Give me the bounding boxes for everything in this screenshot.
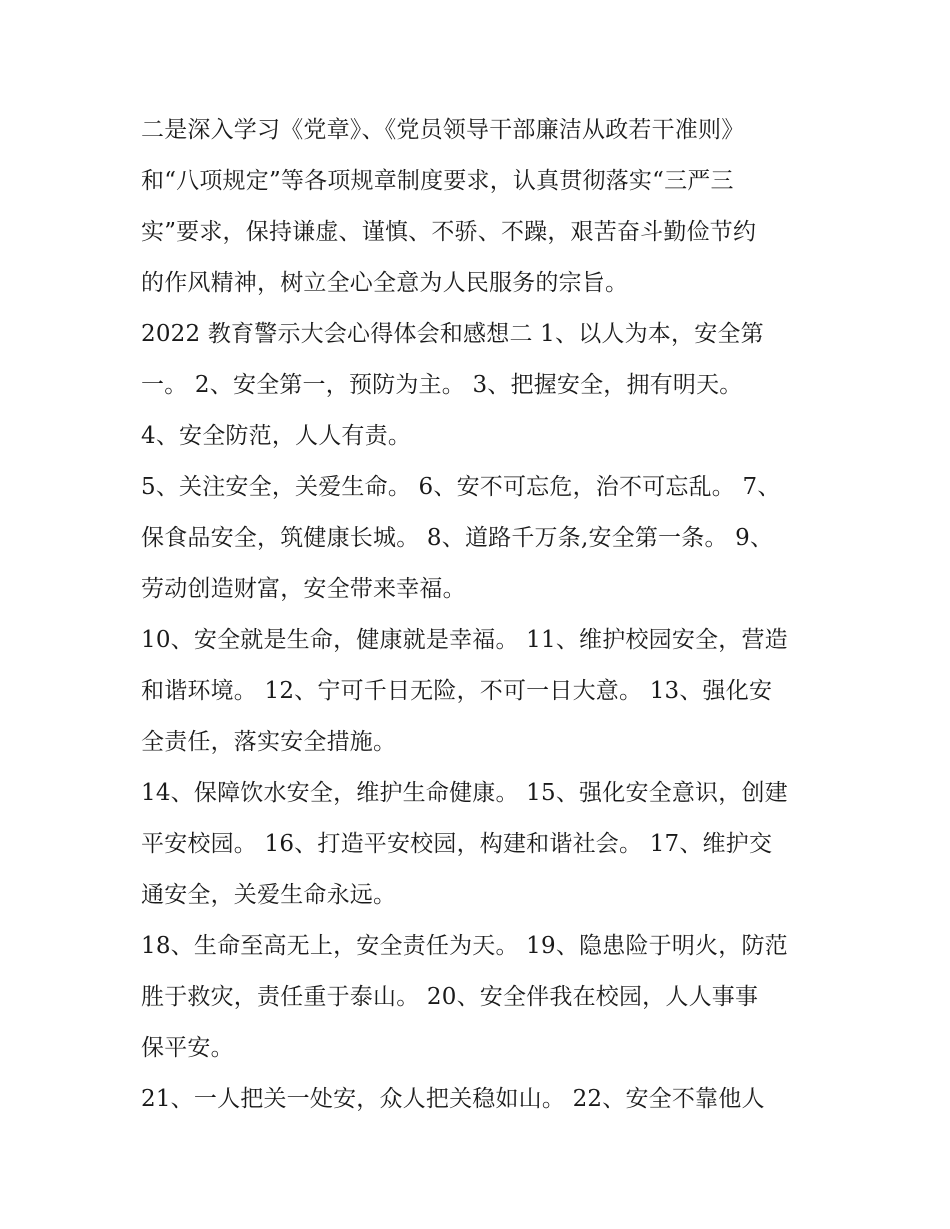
text-line: 和谐环境。 12、宁可千日无险，不可一日大意。 13、强化安: [141, 678, 773, 704]
text-line: 2022 教育警示大会心得体会和感想二 1、以人为本，安全第: [141, 321, 764, 347]
text-line: 全责任，落实安全措施。: [141, 729, 397, 755]
text-line: 10、安全就是生命，健康就是幸福。 11、维护校园安全，营造: [141, 627, 788, 653]
text-line: 劳动创造财富，安全带来幸福。: [141, 576, 466, 602]
text-line: 保食品安全，筑健康长城。 8、道路千万条,安全第一条。 9、: [141, 525, 774, 551]
text-line: 18、生命至高无上，安全责任为天。 19、隐患险于明火，防范: [141, 933, 788, 959]
text-line: 的作风精神，树立全心全意为人民服务的宗旨。: [141, 270, 629, 296]
text-line: 平安校园。 16、打造平安校园，构建和谐社会。 17、维护交: [141, 831, 773, 857]
text-line: 二是深入学习《党章》、《党员领导干部廉洁从政若干准则》: [141, 117, 745, 143]
text-line: 5、关注安全，关爱生命。 6、安不可忘危，治不可忘乱。 7、: [141, 474, 781, 500]
text-line: 一。 2、安全第一，预防为主。 3、把握安全，拥有明天。: [141, 372, 743, 398]
text-line: 和“八项规定”等各项规章制度要求，认真贯彻落实“三严三: [141, 168, 734, 194]
text-line: 通安全，关爱生命永远。: [141, 882, 397, 908]
text-line: 胜于救灾，责任重于泰山。 20、安全伴我在校园，人人事事: [141, 984, 759, 1010]
text-line: 14、保障饮水安全，维护生命健康。 15、强化安全意识，创建: [141, 780, 788, 806]
text-line: 保平安。: [141, 1035, 234, 1061]
text-line: 4、安全防范，人人有责。: [141, 423, 412, 449]
text-line: 实”要求，保持谦虚、谨慎、不骄、不躁，艰苦奋斗勤俭节约: [141, 219, 757, 245]
text-line: 21、一人把关一处安，众人把关稳如山。 22、安全不靠他人: [141, 1086, 765, 1112]
